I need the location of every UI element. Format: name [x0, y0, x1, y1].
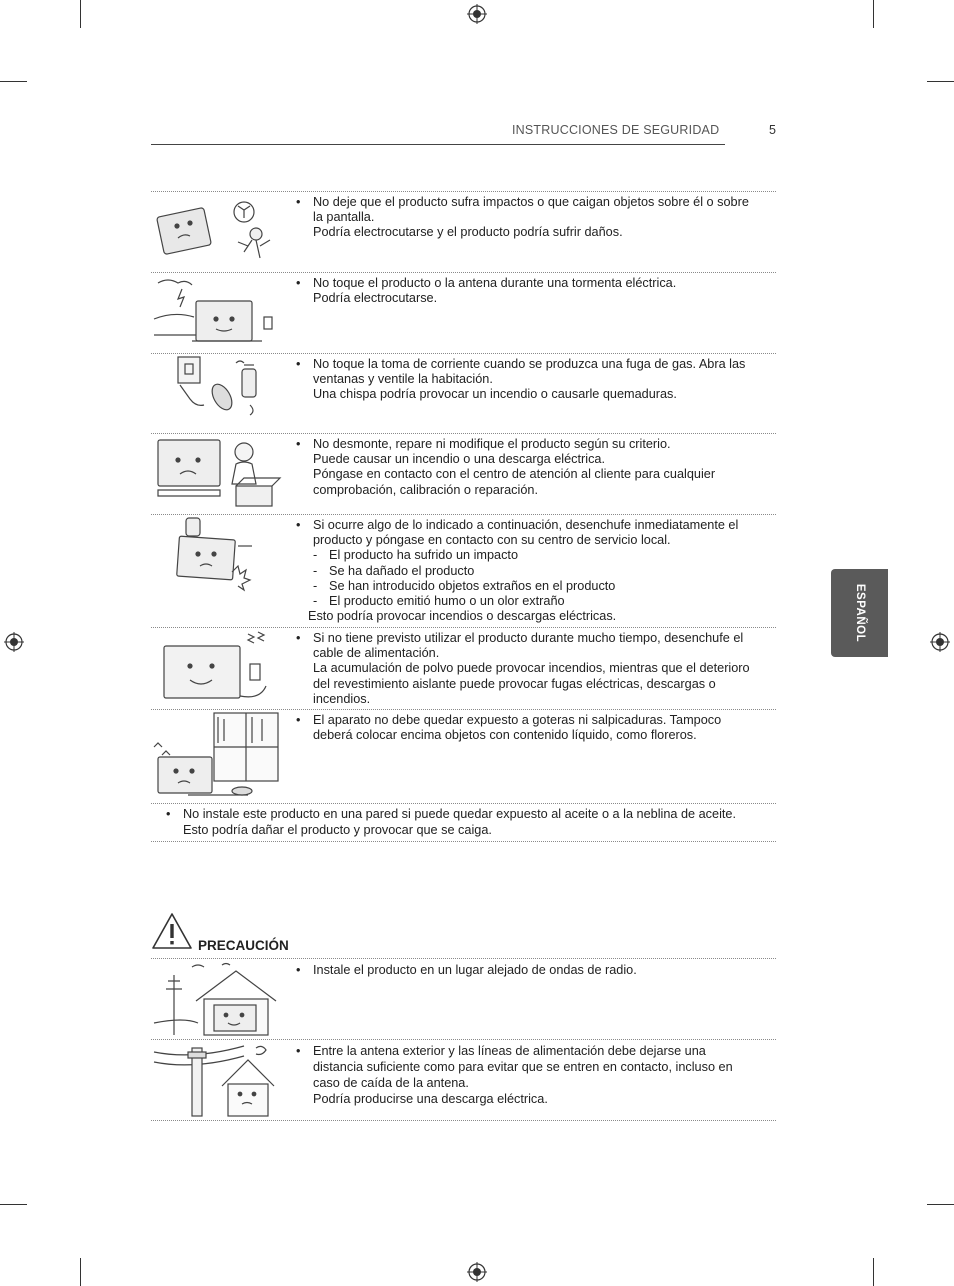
illustration-long-disuse [152, 630, 282, 706]
warning-item-4 [296, 437, 756, 498]
tv-impact-icon [152, 194, 282, 268]
warning-item-1 [296, 195, 756, 241]
warning-item-3 [296, 357, 756, 403]
language-tab-label: ESPAÑOL [853, 583, 866, 643]
row-divider [151, 709, 776, 710]
warning-consequence: Puede causar un incendio o una descarga eléctrica. [313, 452, 606, 467]
illustration-disassemble [152, 436, 282, 510]
illustration-gas-leak [152, 355, 282, 429]
dash: - [313, 578, 318, 593]
dash: - [313, 594, 318, 609]
language-tab [831, 569, 888, 657]
crop-mark [80, 0, 81, 28]
row-divider [151, 1039, 776, 1040]
tv-damaged-icon [152, 516, 282, 594]
warning-item-2 [296, 276, 756, 306]
registration-mark-icon [467, 4, 487, 24]
bullet: • [296, 437, 301, 451]
bullet: • [166, 807, 171, 821]
row-divider [151, 514, 776, 515]
warning-text: No desmonte, repare ni modifique el producto según su criterio. [313, 437, 671, 451]
caution-item-1 [296, 963, 756, 978]
warning-consequence: Podría electrocutarse y el producto podría sufrir daños. [313, 225, 623, 240]
page-number: 5 [769, 123, 776, 137]
warning-text: No toque el producto o la antena durante una tormenta eléctrica. [313, 276, 677, 290]
illustration-unplug-damage [152, 516, 282, 594]
bullet: • [296, 357, 301, 371]
warning-text: Si no tiene previsto utilizar el producto durante mucho tiempo, desenchufe el cable de alimentación. [313, 631, 744, 661]
warning-subitem [313, 594, 756, 609]
bullet: • [296, 518, 301, 532]
illustration-tv-impact [152, 194, 282, 268]
crop-mark [873, 1258, 874, 1286]
crop-mark [927, 81, 954, 82]
dash: - [313, 548, 318, 563]
warning-consequence: La acumulación de polvo puede provocar incendios, mientras que el deterioro del revestimiento aislante puede provocar fugas eléctricas, descargas o incendios. [313, 661, 750, 706]
crop-mark [0, 81, 27, 82]
caution-item-2 [296, 1043, 756, 1107]
bullet: • [296, 195, 301, 209]
warning-item-5 [296, 518, 756, 624]
warning-triangle-icon [151, 912, 193, 950]
crop-mark [80, 1258, 81, 1286]
row-divider [151, 353, 776, 354]
warning-subitem-text: El producto ha sufrido un impacto [329, 548, 519, 563]
warning-subitem [313, 548, 756, 563]
warning-text: No toque la toma de corriente cuando se produzca una fuga de gas. Abra las ventanas y ventile la habitación. [313, 357, 746, 387]
header-rule [151, 144, 725, 145]
warning-text: Si ocurre algo de lo indicado a continuación, desenchufe inmediatamente el producto y póngase en contacto con su centro de servicio local. [313, 518, 739, 548]
row-divider [151, 191, 776, 192]
illustration-radio-waves [152, 961, 282, 1037]
warning-subitem-text: Se ha dañado el producto [329, 563, 475, 578]
caution-consequence: Podría producirse una descarga eléctrica. [313, 1092, 548, 1106]
registration-mark-icon [4, 632, 24, 652]
antenna-power-line-icon [152, 1042, 282, 1118]
gas-leak-icon [152, 355, 282, 429]
warning-subitem-text: Se han introducido objetos extraños en el producto [329, 578, 616, 593]
registration-mark-icon [930, 632, 950, 652]
tv-unplugged-icon [152, 630, 282, 706]
row-divider [151, 272, 776, 273]
warning-subitem [313, 564, 756, 579]
row-divider [151, 627, 776, 628]
illustration-water-exposure [152, 711, 282, 801]
crop-mark [927, 1204, 954, 1205]
caution-text: Instale el producto en un lugar alejado de ondas de radio. [313, 963, 637, 977]
dash: - [313, 563, 318, 578]
illustration-antenna-power-lines [152, 1042, 282, 1118]
row-divider [151, 1120, 776, 1121]
warning-consequence: Una chispa podría provocar un incendio o causarle quemaduras. [313, 387, 677, 402]
tv-storm-icon [152, 275, 282, 349]
bullet: • [296, 713, 301, 727]
house-antenna-icon [152, 961, 282, 1037]
warning-text: El aparato no debe quedar expuesto a goteras ni salpicaduras. Tampoco deberá colocar encima objetos con contenido líquido, como floreros. [313, 713, 722, 743]
crop-mark [873, 0, 874, 28]
warning-subitem-text: El producto emitió humo o un olor extraño [329, 594, 565, 609]
warning-advice: Póngase en contacto con el centro de atención al cliente para cualquier comprobación, calibración o reparación. [313, 467, 716, 497]
warning-consequence: Podría electrocutarse. [313, 291, 438, 306]
row-divider [151, 803, 776, 804]
oil-mist-note-text: No instale este producto en una pared si puede quedar expuesto al aceite o a la neblina de aceite. Esto podría dañar el producto y provocar que se caiga. [183, 807, 737, 837]
tv-repair-icon [152, 436, 282, 510]
row-divider [151, 433, 776, 434]
running-header: INSTRUCCIONES DE SEGURIDAD [512, 123, 720, 137]
bullet: • [296, 276, 301, 290]
row-divider [151, 841, 776, 842]
warning-subitem [313, 579, 756, 594]
row-divider [151, 958, 776, 959]
crop-mark [0, 1204, 27, 1205]
warning-item-7 [296, 713, 756, 743]
tv-rain-icon [152, 711, 282, 801]
bullet: • [296, 963, 301, 977]
warning-text: No deje que el producto sufra impactos o que caigan objetos sobre él o sobre la pantalla. [313, 195, 749, 225]
oil-mist-note [166, 806, 746, 838]
caution-heading: PRECAUCIÓN [198, 938, 289, 953]
bullet: • [296, 631, 301, 645]
bullet: • [296, 1044, 301, 1058]
caution-text: Entre la antena exterior y las líneas de alimentación debe dejarse una distancia suficiente como para evitar que se entren en contacto, incluso en caso de caída de la antena. [313, 1044, 733, 1090]
illustration-storm [152, 275, 282, 349]
registration-mark-icon [467, 1262, 487, 1282]
warning-consequence: Esto podría provocar incendios o descargas eléctricas. [308, 609, 617, 624]
warning-item-6 [296, 631, 756, 707]
